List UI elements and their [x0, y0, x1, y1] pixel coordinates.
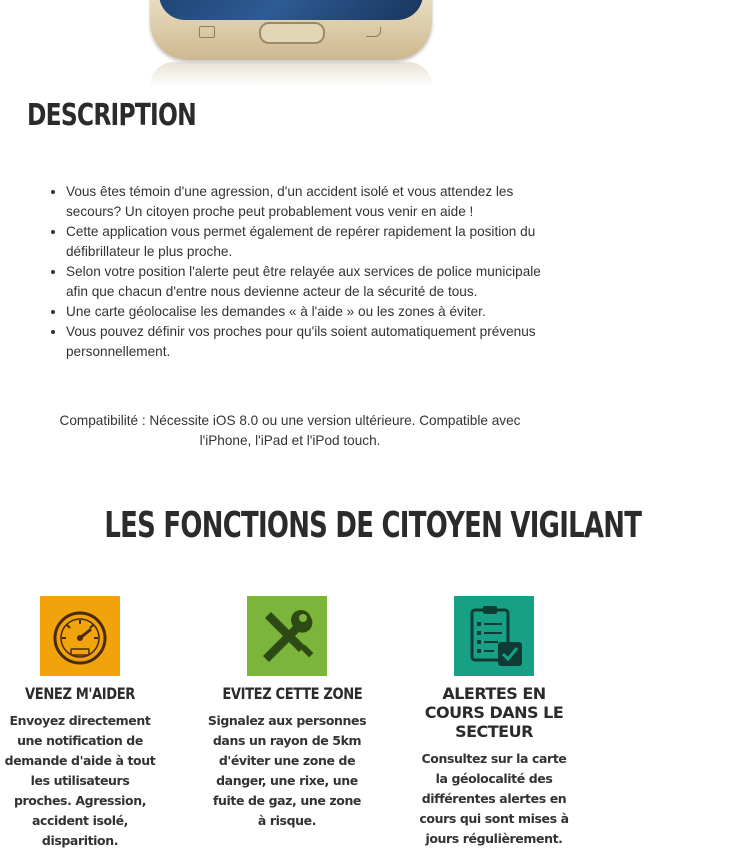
phone-reflection — [150, 62, 432, 86]
feature-title-text: EVITEZ CETTE ZONE — [222, 684, 363, 703]
checklist-icon — [454, 596, 534, 676]
feature-text: Envoyez directement une notification de demande d'aide à tout les utilisateurs proches. Agression, accident isolé, disparition. — [4, 713, 156, 848]
feature-title — [0, 684, 160, 703]
list-item: • Vous pouvez définir vos proches pour qu'ils soient automatiquement prévenus personnellement. — [66, 322, 566, 362]
compatibility-text: Compatibilité : Nécessite iOS 8.0 ou une version ultérieure. Compatible avec l'iPhone, l'iPad et l'iPod touch. — [59, 413, 521, 448]
list-item: • Une carte géolocalise les demandes « à l'aide » ou les zones à éviter. — [66, 302, 566, 322]
phone-home-button — [259, 22, 325, 44]
feature-avoid-zone — [207, 596, 367, 831]
list-item: • Selon votre position l'alerte peut être relayée aux services de police municipale afin que chacun d'entre nous devienne acteur de la sécurité de tous. — [66, 262, 566, 302]
tools-icon — [247, 596, 327, 676]
feature-title — [207, 684, 367, 703]
list-item: • Vous êtes témoin d'une agression, d'un accident isolé et vous attendez les secours? Un citoyen proche peut probablement vous venir en aide ! — [66, 182, 566, 222]
phone-recent-apps-icon — [199, 26, 215, 38]
functions-title — [0, 505, 642, 546]
feature-text: Signalez aux personnes dans un rayon de 5km d'éviter une zone de danger, une rixe, une fuite de gaz, une zone à risque. — [207, 713, 367, 828]
phone-image — [0, 0, 573, 90]
list-item: • Cette application vous permet également de repérer rapidement la position du défibrillateur le plus proche. — [66, 222, 566, 262]
feature-help — [0, 596, 160, 851]
feature-title-text: VENEZ M'AIDER — [25, 684, 135, 703]
phone-back-icon — [366, 27, 381, 37]
functions-title-text: LES FONCTIONS DE CITOYEN VIGILANT — [104, 505, 642, 546]
feature-title: ALERTES EN COURS DANS LE SECTEUR — [424, 684, 564, 741]
description-title: DESCRIPTION — [27, 98, 196, 133]
feature-text: Consultez sur la carte la géolocalité des différentes alertes en cours qui sont mises à jours régulièrement. — [419, 751, 569, 846]
phone-screen — [159, 0, 423, 20]
speedometer-icon — [40, 596, 120, 676]
description-list — [46, 182, 566, 362]
feature-alerts — [415, 596, 573, 849]
